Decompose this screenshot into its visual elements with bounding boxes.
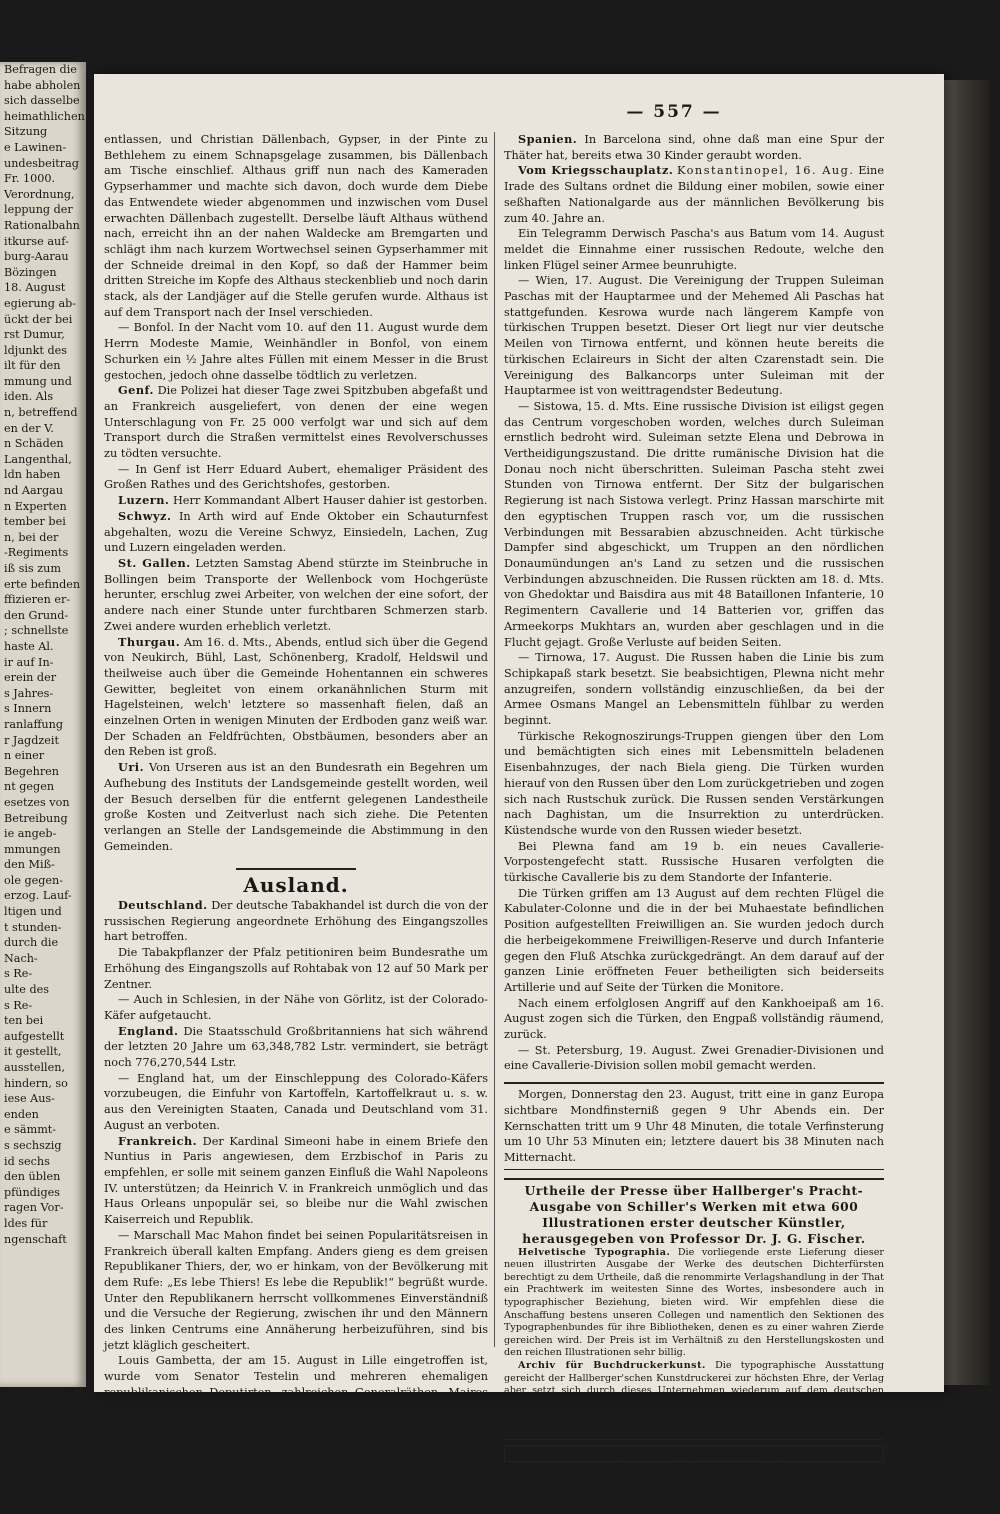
left-page-line: Fr. 1000. bbox=[4, 172, 56, 186]
notice-mondfinsternis: Morgen, Donnerstag den 23. August, tritt eine in ganz Europa sichtbare Mondfinsterniß gegen 9 Uhr Abends ein. Der Kernschatten tritt um 9 Uhr 48 Minuten, die totale Verfinsterung um 10 Uhr 53 Minuten ein; letztere dauert bis 38 Minuten nach Mitternacht. bbox=[504, 1088, 884, 1164]
article-st-gallen: Letzten Samstag Abend stürzte im Steinbruche in Bollingen beim Transporte der Wellenbock vom Hochgerüste herunter, erschlug zwei Arbeiter, von welchen der eine sofort, der andere nach einer Stunde unter furchtbaren Schmerzen starb. Zwei andere wurden erheblich verletzt. bbox=[104, 556, 488, 633]
article-thurgau: Am 16. d. Mts., Abends, entlud sich über die Gegend von Neukirch, Bühl, Last, Schönenberg, Kradolf, Heldswil und theilweise auch über die Gemeinde Hohentannen ein schweres Gewitter, begleitet von einem orkanähnlichen Sturm mit Hagelsteinen, welch' letztere so massenhaft fielen, daß an einzelnen Orten in wenigen Minuten der Erdboden ganz weiß war. Der Schaden an Feldfrüchten, Obstbäumen, besonders aber an den Reben ist groß. bbox=[104, 635, 488, 759]
left-page-line: iese Aus- bbox=[4, 1092, 55, 1106]
heading-st-gallen: St. Gallen. bbox=[118, 555, 191, 570]
weather-report: vom 21. August. Eine Depression kommt von Nordwesten heran; sie hat ihr Centrum in Scarborough und rückt gegen Osten vor. Der Wind weht frisch aus Südwesten mit Tendenz nach Westen auf dem Kanal und in der Bretagne. Das Meer geht hohl. bbox=[504, 1463, 884, 1513]
heading-genf: Genf. bbox=[118, 383, 154, 398]
left-page-line: ückt der bei bbox=[4, 312, 73, 326]
left-page-line: e sämmt- bbox=[4, 1123, 57, 1137]
article-deutschland-2: Die Tabakpflanzer der Pfalz petitioniren beim Bundesrathe um Erhöhung des Eingangszolls auf Rohtabak von 12 auf 50 Mark per Zentner. bbox=[104, 946, 488, 991]
book-page-edges bbox=[944, 80, 990, 1385]
article-genf-2: — In Genf ist Herr Eduard Aubert, ehemaliger Präsident des Großen Rathes und des Gerichtshofes, gestorben. bbox=[104, 462, 488, 492]
article-frankreich-3: Louis Gambetta, der am 15. August in Lille eingetroffen ist, wurde vom Senator Testelin und mehreren ehemaligen republikanischen Deputirten, zahlreichen Generalräthen, Maires der Umgegend und einer großen Menschenmenge enthusiastisch begrüßt. bbox=[104, 1354, 488, 1431]
weather-heading: Pariser Observatorium bbox=[518, 1463, 652, 1475]
left-page-line: esetzes von bbox=[4, 795, 70, 809]
left-page-line: -Regiments bbox=[4, 546, 69, 560]
ad-review-2: Die typographische Ausstattung gereicht der Hallberger'schen Kunstdruckerei zur höchsten Ehre, der Verlag aber setzt sich durch dieses Unternehmen wiederum auf dem deutschen Büchermarkt ein unvergängliches Denkmal. Bei dem billigen Preis von 50 Pfennig pro Heft kann und wird es nicht fehlen, daß diese Ausgabe bald in jeder Familie zu finden sein wird. bbox=[504, 1360, 884, 1435]
left-page-line: aufgestellt bbox=[4, 1029, 65, 1043]
section-divider bbox=[236, 868, 356, 870]
left-page-line: t stunden- bbox=[4, 920, 62, 934]
article-st-petersburg: — St. Petersburg, 19. August. Zwei Grenadier-Divisionen und eine Cavallerie-Division sollen mobil gemacht werden. bbox=[504, 1043, 884, 1073]
left-page-line: erzog. Lauf- bbox=[4, 889, 72, 903]
left-page-line: s sechszig bbox=[4, 1138, 62, 1152]
left-page-line: ; schnellste bbox=[4, 624, 69, 638]
left-page-line: Begehren bbox=[4, 764, 60, 778]
left-page-line: e Lawinen- bbox=[4, 140, 67, 154]
heading-frankreich: Frankreich. bbox=[118, 1133, 198, 1148]
dateline-konstantinopel: Konstantinopel, 16. Aug. bbox=[677, 164, 855, 178]
column-rule bbox=[494, 132, 495, 1347]
heading-schwyz: Schwyz. bbox=[118, 508, 172, 523]
left-page-line: n Experten bbox=[4, 499, 67, 513]
article-schwyz: In Arth wird auf Ende Oktober ein Schauturnfest abgehalten, wozu die Vereine Schwyz, Einsiedeln, Lachen, Zug und Luzern eingeladen werden. bbox=[104, 509, 488, 555]
article-spanien: In Barcelona sind, ohne daß man eine Spur der Thäter hat, bereits etwa 30 Kinder geraubt worden. bbox=[504, 133, 884, 162]
left-page-line: erte befinden bbox=[4, 577, 81, 591]
ad-review-heading-1: Helvetische Typographia. bbox=[518, 1246, 671, 1258]
left-page-line: durch die bbox=[4, 936, 59, 950]
left-page-line: heimathlichen bbox=[4, 109, 85, 123]
left-page-line: en der V. bbox=[4, 421, 54, 435]
article-frankreich-2: — Marschall Mac Mahon findet bei seinen Popularitätsreisen in Frankreich überall kalten Empfang. Anders gieng es dem greisen Republikaner Thiers, der, wo er hinkam, von der Bevölkerung mit dem Rufe: „Es lebe Thiers! Es lebe die Republik!“ begrüßt wurde. Unter den Republikanern herrscht vollkommenes Einverständniß und die Versuche der Regierung, zwischen ihr und den Männern des linken Centrums eine Annäherung herbeizuführen, sind bis jetzt kläglich gescheitert. bbox=[104, 1228, 488, 1352]
right-column bbox=[504, 132, 884, 1514]
article-batum: Ein Telegramm Derwisch Pascha's aus Batum vom 14. August meldet die Einnahme einer russischen Redoute, welche den linken Flügel seiner Armee beunruhigte. bbox=[504, 227, 884, 272]
left-page-line: s Re- bbox=[4, 998, 33, 1012]
notice-box bbox=[504, 1082, 884, 1170]
left-page-line: pfündiges bbox=[4, 1185, 60, 1199]
heading-england: England. bbox=[118, 1023, 179, 1038]
adjacent-page-fragment bbox=[0, 62, 86, 1387]
article-kankhoeipass: Nach einem erfolglosen Angriff auf den Kankhoeipaß am 16. August zogen sich die Türken, den Engpaß vollständig räumend, zurück. bbox=[504, 996, 884, 1042]
heading-kriegsschauplatz: Vom Kriegsschauplatz. bbox=[518, 163, 674, 178]
left-page-line: 18. August bbox=[4, 281, 66, 295]
article-tirnowa: — Tirnowa, 17. August. Die Russen haben die Linie bis zum Schipkapaß stark besetzt. Sie beabsichtigen, Plewna nicht mehr anzugreifen, sondern vollständig einzuschließen, da bei der Armee Osmans Mangel an Lebensmitteln fühlbar zu werden beginnt. bbox=[504, 651, 884, 728]
left-page-line: s Innern bbox=[4, 702, 52, 716]
newspaper-page bbox=[94, 74, 944, 1513]
article-wien: — Wien, 17. August. Die Vereinigung der Truppen Suleiman Paschas mit der Hauptarmee und der Mehemed Ali Paschas hat stattgefunden. Kesrowa wurde nach längerem Kampfe von türkischen Truppen besetzt. Dieser Ort liegt nur vier deutsche Meilen von Tirnowa entfernt, und können heute bereits die türkischen Eclaireurs in Sicht der alten Czarenstadt sein. Die Vereinigung des Balkancorps unter Suleiman mit der Hauptarmee ist von weittragendster Bedeutung. bbox=[504, 274, 884, 398]
section-title-ausland: Ausland. bbox=[243, 873, 349, 898]
left-page-line: ten bei bbox=[4, 1014, 44, 1028]
left-page-line: ie angeb- bbox=[4, 827, 57, 841]
article-plewna: Bei Plewna fand am 19 b. ein neues Cavallerie-Vorpostengefecht statt. Russische Husaren verfolgten die türkische Cavallerie bis zu dem Standorte der Infanterie. bbox=[504, 839, 884, 885]
left-page-line: erein der bbox=[4, 671, 57, 685]
article-genf: Die Polizei hat dieser Tage zwei Spitzbuben abgefaßt und an Frankreich ausgeliefert, von denen der eine wegen Unterschlagung von Fr. 25 000 verfolgt war und sich auf dem Transport durch die Straßen vermittelst eines Revolverschusses zu tödten versuchte. bbox=[104, 384, 488, 461]
ad-review-heading-2: Archiv für Buchdruckerkunst. bbox=[518, 1360, 706, 1372]
left-page-line: mmung und bbox=[4, 374, 72, 388]
left-page-line: ragen Vor- bbox=[4, 1201, 64, 1215]
left-page-line: s Re- bbox=[4, 967, 33, 981]
article-bern-crime: entlassen, und Christian Dällenbach, Gypser, in der Pinte zu Bethlehem zu einem Schnapsgelage zusammen, bis Dällenbach am Tische einschlief. Althaus griff nun nach des Kameraden Gypserhammer und machte sich davon, doch wurde dem Diebe das Entwendete wieder abgenommen und inzwischen vom Dusel erwachten Dällenbach zugestellt. Derselbe läuft Althaus wüthend nach, erreicht ihn an der nahen Waldecke am Bremgarten und schlägt ihm nach kurzem Wortwechsel seinen Gypserhammer mit der Schneide dreimal in den Kopf, so daß der Hammer beim dritten Streiche im Kopfe des Althaus steckenblieb und noch darin stack, als der Landjäger auf die Stelle gerufen wurde. Althaus ist auf dem Transport nach der Insel verschieden. bbox=[104, 133, 488, 319]
left-page-line: haste Al. bbox=[4, 639, 54, 653]
left-page-line: Betreibung bbox=[4, 811, 68, 825]
left-page-line: ldn haben bbox=[4, 468, 61, 482]
left-page-line: habe abholen bbox=[4, 78, 81, 92]
left-page-line: ranlaffung bbox=[4, 717, 63, 731]
left-page-line: ldjunkt des bbox=[4, 343, 67, 357]
left-page-line: rst Dumur, bbox=[4, 328, 65, 342]
article-luzern: Herr Kommandant Albert Hauser dahier ist gestorben. bbox=[172, 494, 488, 508]
article-deutschland: Der deutsche Tabakhandel ist durch die von der russischen Regierung angeordnete Erhöhung des Eingangszolles hart betroffen. bbox=[104, 899, 488, 944]
left-page-line: Befragen die bbox=[4, 63, 77, 76]
left-page-line: ffizieren er- bbox=[4, 593, 71, 607]
article-frankreich: Der Kardinal Simeoni habe in einem Briefe den Nuntius in Paris angewiesen, dem Erzbischof in Paris zu empfehlen, er solle mit seinem ganzen Einfluß die Wahl Napoleons IV. unterstützen; da Heinrich V. in Frankreich unmöglich und das Haus Orleans unpopulär sei, so bleibe nur die Wahl zwischen Kaiserreich und Republik. bbox=[104, 1134, 488, 1227]
left-page-line: Bözingen bbox=[4, 265, 57, 279]
heading-thurgau: Thurgau. bbox=[118, 634, 181, 649]
weather-title: Witterungsbeobachtungen. bbox=[504, 1445, 884, 1463]
left-page-line: den Grund- bbox=[4, 608, 69, 622]
left-page-line: ilt für den bbox=[4, 359, 61, 373]
left-page-line: s Jahres- bbox=[4, 686, 54, 700]
heading-deutschland: Deutschland. bbox=[118, 898, 208, 913]
article-deutschland-3: — Auch in Schlesien, in der Nähe von Görlitz, ist der Colorado-Käfer aufgetaucht. bbox=[104, 993, 488, 1022]
left-page-line: Verordnung, bbox=[4, 187, 75, 201]
left-page-line: ir auf In- bbox=[4, 655, 54, 669]
heading-griechenland: Griechenland bbox=[118, 1431, 210, 1446]
left-page-line: n einer bbox=[4, 749, 45, 763]
left-page-line: ldes für bbox=[4, 1216, 48, 1230]
article-england-2: — England hat, um der Einschleppung des Colorado-Käfers vorzubeugen, die Einfuhr von Kartoffeln, Kartoffelkraut u. s. w. aus den Vereinigten Staaten, Canada und Deutschland vom 31. August an verboten. bbox=[104, 1071, 488, 1132]
article-konstantinopel: Eine Irade des Sultans ordnet die Bildung einer mobilen, sowie einer seßhaften Nationalgarde aus der männlichen Bevölkerung bis zum 40. Jahre an. bbox=[504, 164, 885, 225]
left-page-line: burg-Aarau bbox=[4, 250, 69, 264]
page-number: — 557 — bbox=[626, 102, 722, 122]
left-page-line: n, betreffend bbox=[4, 406, 78, 420]
left-page-line: it gestellt, bbox=[4, 1045, 62, 1059]
left-page-line: ausstellen, bbox=[4, 1061, 66, 1074]
left-page-line: ltigen und bbox=[4, 905, 62, 919]
heading-uri: Uri. bbox=[118, 760, 145, 775]
left-page-line: egierung ab- bbox=[4, 296, 77, 310]
left-page-line: sich dasselbe bbox=[4, 94, 80, 108]
left-page-line: undesbeitrag bbox=[4, 156, 79, 170]
article-uri: Von Urseren aus ist an den Bundesrath ein Begehren um Aufhebung des Instituts der Landsgemeinde gestellt worden, weil der Besuch derselben für die entfernt gelegenen Landestheile große Kosten und Zeitverlust nach sich ziehe. Die Petenten verlangen an Stelle der Landsgemeinde die Abstimmung in den Gemeinden. bbox=[104, 761, 488, 853]
article-griechenland: setzt seine Ankäufe von Waffen und Munition in Deutschland fort. bbox=[104, 1432, 489, 1462]
left-page-line: ulte des bbox=[4, 983, 49, 997]
left-page-line: enden bbox=[4, 1107, 39, 1121]
left-page-line: id sechs bbox=[4, 1154, 50, 1168]
left-page-line: ngenschaft bbox=[4, 1232, 67, 1246]
left-page-line: n Schäden bbox=[4, 437, 64, 451]
left-page-line: iden. Als bbox=[4, 390, 54, 404]
left-page-line: den üblen bbox=[4, 1170, 61, 1184]
article-rekognoszirung: Türkische Rekognoszirungs-Truppen giengen über den Lom und bemächtigten sich eines mit Lebensmitteln beladenen Eisenbahnzuges, der nach Biela gieng. Die Türken wurden hierauf von den Russen über den Lom zurückgetrieben und zogen sich nach Rustschuk zurück. Die Russen senden Verstärkungen nach Daghistan, um die Insurrektion zu unterdrücken. Küstendsche wurde von den Russen wieder besetzt. bbox=[504, 729, 884, 837]
left-page-line: leppung der bbox=[4, 203, 73, 217]
left-page-line: hindern, so bbox=[4, 1076, 68, 1090]
article-bonfol: — Bonfol. In der Nacht vom 10. auf den 11. August wurde dem Herrn Modeste Mamie, Weinhändler in Bonfol, von einem Schurken ein ½ Jahre altes Füllen mit einem Messer in die Brust gestochen, jedoch ohne dasselbe tödtlich zu verletzen. bbox=[104, 321, 488, 382]
heading-luzern: Luzern. bbox=[118, 493, 170, 508]
left-page-line: mmungen bbox=[4, 842, 61, 856]
article-england: Die Staatsschuld Großbritanniens hat sich während der letzten 20 Jahre um 63,348,782 Lstr. vermindert, sie beträgt noch 776,270,544 Lstr. bbox=[104, 1024, 489, 1070]
left-page-line: den Miß- bbox=[4, 858, 55, 872]
left-page-line: r Jagdzeit bbox=[4, 733, 59, 747]
advertisement-box bbox=[504, 1178, 884, 1440]
left-page-line: Rationalbahn bbox=[4, 218, 80, 232]
advertisement-title: Urtheile der Presse über Hallberger's Pracht-Ausgabe von Schiller's Werken mit etwa 600 Illustrationen erster deutscher Künstler, herausgegeben von Professor Dr. J. G. Fischer. bbox=[522, 1183, 866, 1246]
article-sistowa: — Sistowa, 15. d. Mts. Eine russische Division ist eiligst gegen das Centrum vorgeschoben worden, welches durch Suleiman ernstlich bedroht wird. Suleiman setzte Elena und Debrowa in Vertheidigungszustand. Die dritte rumänische Division hat die Donau noch nicht überschritten. Suleiman Pascha steht zwei Stunden von Tirnowa entfernt. Der Sitz der bulgarischen Regierung ist nach Sistowa verlegt. Prinz Hassan marschirte mit den egyptischen Truppen rasch vor, um die russischen Verbindungen mit Bessarabien abzuschneiden. Acht türkische Dampfer sind abgeschickt, um Truppen an den nördlichen Donaumündungen an's Land zu setzen und die russischen Verbindungen abzuschneiden. Die Russen rückten am 18. d. Mts. von Ghedoktar und Baisdira aus mit 48 Bataillonen Infanterie, 10 Regimentern Cavallerie und 14 Batterien vor, griffen das Armeekorps Mukhtars an, wurden aber geschlagen und in die Flucht gejagt. Große Verluste auf beiden Seiten. bbox=[504, 399, 884, 649]
left-page-line: iß sis zum bbox=[4, 562, 61, 575]
left-page-line: Nach- bbox=[4, 951, 38, 965]
left-column bbox=[104, 132, 488, 1463]
left-page-line: itkurse auf- bbox=[4, 234, 69, 248]
left-page-line: Sitzung bbox=[4, 125, 48, 139]
left-page-line: n, bei der bbox=[4, 530, 59, 544]
left-page-line: Langenthal, bbox=[4, 452, 72, 466]
left-page-line: ole gegen- bbox=[4, 873, 64, 887]
article-kabulater: Die Türken griffen am 13 August auf dem rechten Flügel die Kabulater-Colonne und die in der bei Muhaestate befindlichen Position aufgestellten Freiwilligen an. Sie wurden jedoch durch die herbeigekommene Freiwilligen-Reserve und durch Infanterie gegen den Fluß Atschka zurückgedrängt. An dem darauf auf der ganzen Linie eröffneten Feuer betheiligten sich beiderseits Artillerie und auf Seite der Türken die Monitore. bbox=[504, 886, 884, 994]
ad-review-1: Die vorliegende erste Lieferung dieser neuen illustrirten Ausgabe der Werke des deutschen Dichterfürsten berechtigt zu dem Urtheile, daß die renommirte Verlagshandlung in der That ein Prachtwerk im weitesten Sinne des Wortes, insbesondere auch in typographischer Beziehung, bieten wird. Wir empfehlen diese die Anschaffung bestens unseren Collegen und namentlich den Sektionen des Typographenbundes für ihre Bibliotheken, denen es zu einer wahren Zierde gereichen wird. Der Preis ist im Verhältniß zu den Herstellungskosten und den reichen Illustrationen sehr billig. bbox=[504, 1246, 884, 1359]
left-page-line: tember bei bbox=[4, 515, 66, 529]
heading-spanien: Spanien. bbox=[518, 132, 578, 146]
left-page-line: nt gegen bbox=[4, 780, 55, 794]
left-page-line: nd Aargau bbox=[4, 484, 64, 498]
